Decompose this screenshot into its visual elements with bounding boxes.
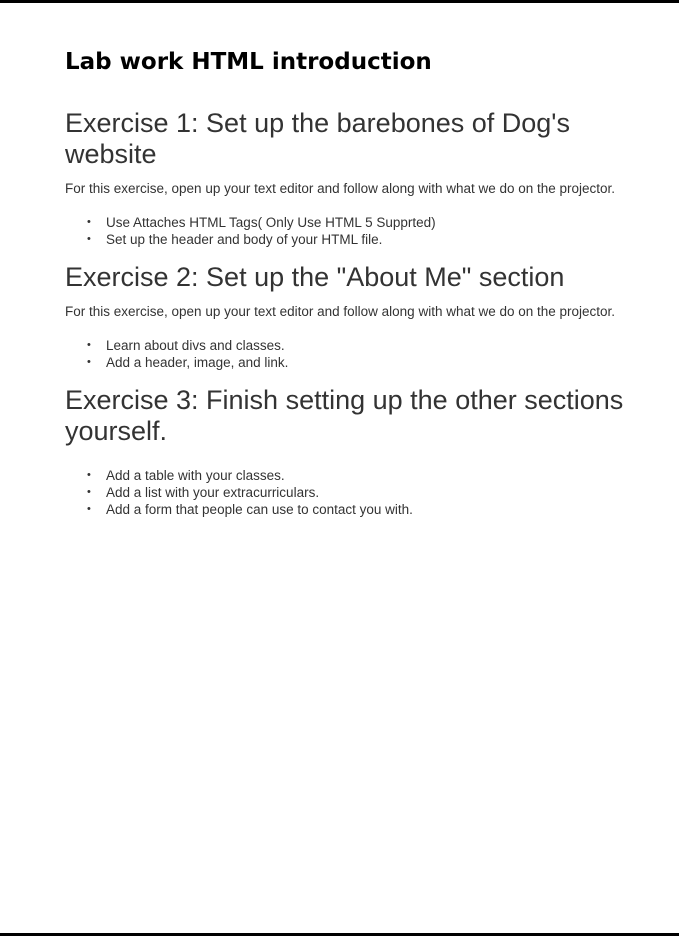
list-item bbox=[65, 214, 645, 231]
exercise-1-list bbox=[65, 214, 645, 248]
list-item-text: Learn about divs and classes. bbox=[106, 338, 285, 353]
exercise-2-paragraph: For this exercise, open up your text editor and follow along with what we do on the projector. bbox=[65, 304, 616, 319]
exercise-3-list bbox=[65, 467, 645, 518]
list-item-text: Use Attaches HTML Tags( Only Use HTML 5 Supprted) bbox=[106, 215, 436, 230]
exercise-1-paragraph: For this exercise, open up your text editor and follow along with what we do on the projector. bbox=[65, 181, 616, 196]
top-border bbox=[0, 0, 679, 3]
exercise-1-section bbox=[65, 108, 645, 248]
bullet-icon: • bbox=[87, 216, 91, 228]
list-item bbox=[65, 231, 645, 248]
bullet-icon: • bbox=[87, 486, 91, 498]
bullet-icon: • bbox=[87, 356, 91, 368]
list-item-text: Add a table with your classes. bbox=[106, 468, 285, 483]
list-item bbox=[65, 501, 645, 518]
list-item-text: Add a list with your extracurriculars. bbox=[106, 485, 320, 500]
bullet-icon: • bbox=[87, 233, 91, 245]
exercise-3-heading: Exercise 3: Finish setting up the other sections yourself. bbox=[65, 385, 624, 446]
bullet-icon: • bbox=[87, 339, 91, 351]
exercise-3-section bbox=[65, 385, 645, 518]
list-item-text: Set up the header and body of your HTML file. bbox=[106, 232, 383, 247]
bullet-icon: • bbox=[87, 469, 91, 481]
list-item-text: Add a header, image, and link. bbox=[106, 355, 289, 370]
exercise-2-list bbox=[65, 337, 645, 371]
list-item bbox=[65, 337, 645, 354]
exercise-2-heading: Exercise 2: Set up the "About Me" section bbox=[65, 262, 565, 292]
list-item bbox=[65, 354, 645, 371]
exercise-1-heading: Exercise 1: Set up the barebones of Dog's website bbox=[65, 108, 570, 169]
document-title: Lab work HTML introduction bbox=[65, 49, 432, 75]
document-page bbox=[65, 46, 645, 518]
list-item bbox=[65, 467, 645, 484]
bullet-icon: • bbox=[87, 503, 91, 515]
exercise-2-section bbox=[65, 262, 645, 371]
list-item-text: Add a form that people can use to contact you with. bbox=[106, 502, 413, 517]
list-item bbox=[65, 484, 645, 501]
